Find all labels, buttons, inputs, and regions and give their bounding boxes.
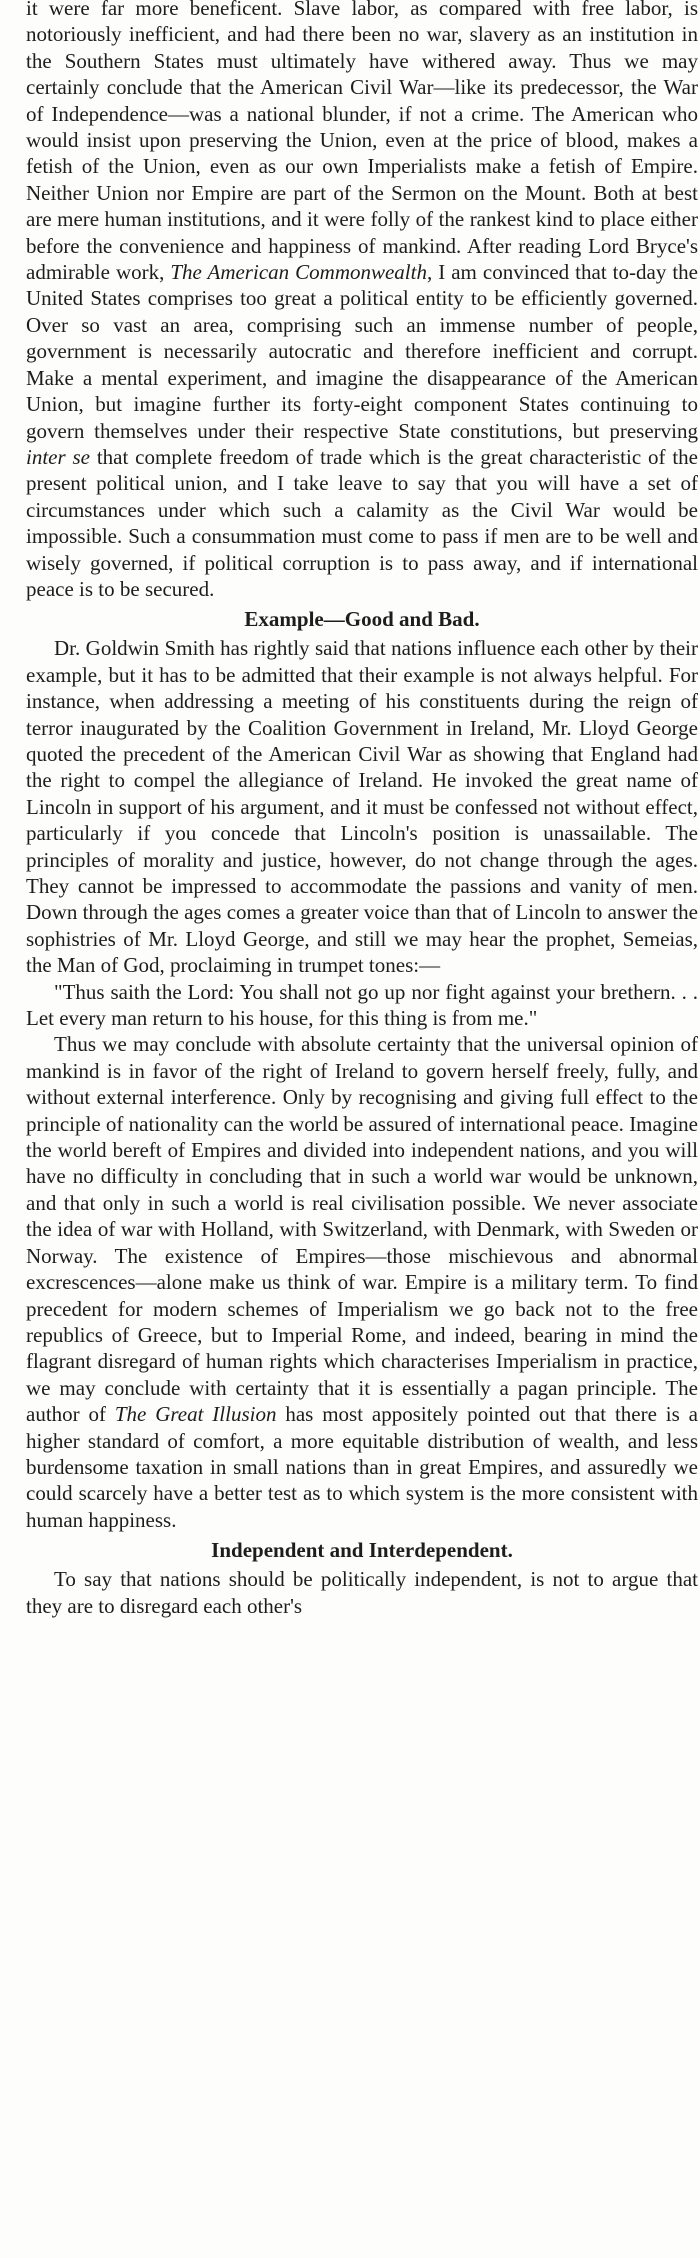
paragraph-conclusion (26, 1031, 698, 1533)
paragraph-text: it were far more beneficent. Slave labor, as compared with free labor, is notoriously inefficient, and had there been no war, slavery as an institution in the Southern States must ultimately have withered away. Thus we may certainly conclude that the American Civil War—like its predecessor, the War of Independence—was a national blunder, if not a crime. The American who would insist upon preserving the Union, even at the price of blood, makes a fetish of the Union, even as our own Imperialists make a fetish of Empire. Neither Union nor Empire are part of the Sermon on the Mount. Both at best are mere human institutions, and it were folly of the rankest kind to place either before the convenience and happiness of mankind. After reading Lord Bryce's admirable work, (26, 0, 698, 285)
book-title-american-commonwealth: The American Commonwealth, (170, 260, 433, 285)
article-column (26, 0, 698, 1619)
paragraph-civil-war (26, 0, 698, 602)
scripture-quote: "Thus saith the Lord: You shall not go up nor fight against your brethern. . . Let every man return to his house, for this thing is from me." (26, 979, 698, 1031)
paragraph-text: Thus we may conclude with absolute certainty that the universal opinion of mankind is in favor of the right of Ireland to govern herself freely, fully, and without external interference. Only by recognising and giving full effect to the principle of nationality can the world be assured of international peace. Imagine the world bereft of Empires and divided into independent nations, and you will have no difficulty in concluding that in such a world war would be unknown, and that only in such a world is real civilisation possible. We never associate the idea of war with Holland, with Switzerland, with Denmark, with Sweden or Norway. The existence of Empires—those mischievous and abnormal excrescences—alone make us think of war. Empire is a military term. To find precedent for modern schemes of Imperialism we go back not to the free republics of Greece, but to Imperial Rome, and indeed, bearing in mind the flagrant disregard of human rights which characterises Imperialism in practice, we may conclude with certainty that it is essentially a pagan principle. The author of (26, 1032, 698, 1427)
paragraph-text: that complete freedom of trade which is the great characteristic of the present political union, and I take leave to say that you will have a set of circumstances under which such a calamity as the Civil War would be impossible. Such a consummation must come to pass if men are to be well and wisely governed, if political corruption is to pass away, and if international peace is to be secured. (26, 444, 698, 601)
section-heading-independent: Independent and Interdependent. (211, 1538, 513, 1563)
latin-phrase: inter se (26, 444, 90, 469)
paragraph-independent: To say that nations should be politically independent, is not to argue that they are to disregard each other's (26, 1567, 698, 1618)
section-heading-example: Example—Good and Bad. (244, 607, 480, 632)
book-title-great-illusion: The Great Illusion (114, 1402, 277, 1427)
paragraph-text: I am convinced that to-day the United States comprises too great a political entity to be efficiently governed. Over so vast an area, comprising such an immense number of people, government is necessarily autocratic and therefore inefficient and corrupt. Make a mental experiment, and imagine the disappearance of the American Union, but imagine further its forty-eight component States continuing to govern themselves under their respective State constitutions, but preserving (26, 260, 698, 443)
paragraph-text: has most appositely pointed out that there is a higher standard of comfort, a more equitable distribution of wealth, and less burdensome taxation in small nations than in great Empires, and assuredly we could scarcely have a better test as to which system is the more consistent with human happiness. (26, 1402, 698, 1532)
paragraph-goldwin-smith: Dr. Goldwin Smith has rightly said that nations influence each other by their example, but it has to be admitted that their example is not always helpful. For instance, when addressing a meeting of his constituents during the reign of terror inaugurated by the Coalition Government in Ireland, Mr. Lloyd George quoted the precedent of the American Civil War as showing that England had the right to compel the allegiance of Ireland. He invoked the great name of Lincoln in support of his argument, and it must be confessed not without effect, particularly if you concede that Lincoln's position is unassailable. The principles of morality and justice, however, do not change through the ages. They cannot be impressed to accommodate the passions and vanity of men. Down through the ages comes a greater voice than that of Lincoln to answer the sophistries of Mr. Lloyd George, and still we may hear the prophet, Semeias, the Man of God, proclaiming in trumpet tones:— (26, 636, 698, 978)
